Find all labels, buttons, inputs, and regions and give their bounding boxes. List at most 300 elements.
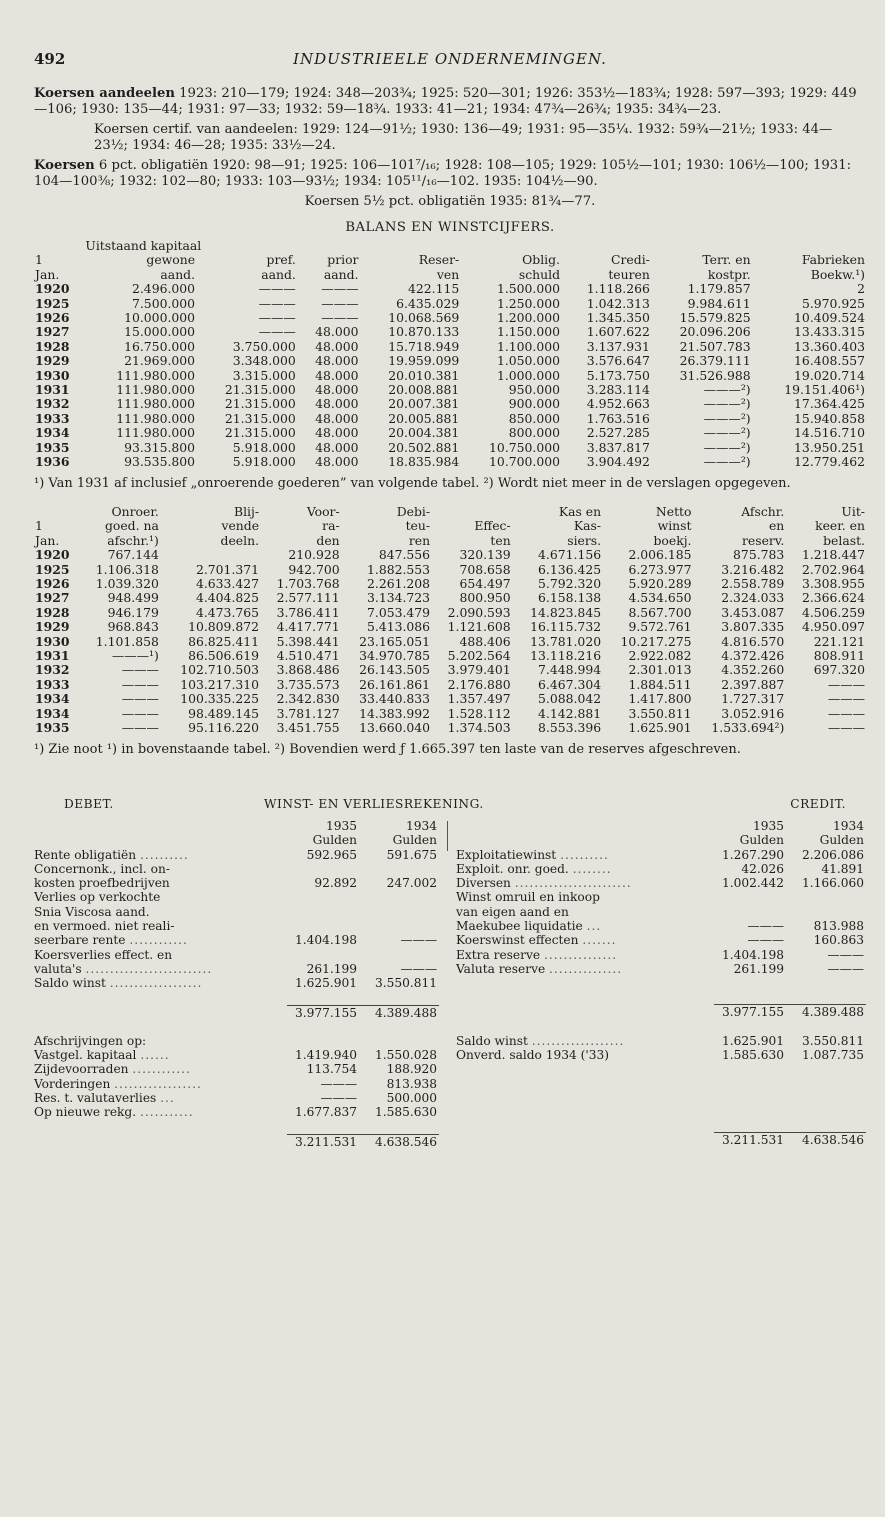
table-cell: 17.364.425 bbox=[794, 396, 865, 412]
pl-value-1935: 1.677.837 bbox=[294, 1105, 357, 1120]
table-cell: 3.052.916 bbox=[721, 705, 785, 721]
table-cell: ———²) bbox=[703, 382, 751, 398]
table-row bbox=[34, 577, 866, 591]
pl-value-1935: ——— bbox=[747, 933, 784, 948]
pl-label-text: Extra reserve bbox=[456, 947, 541, 962]
table-cell: 4.417.771 bbox=[276, 619, 340, 635]
pl-value-1935: 261.199 bbox=[733, 961, 784, 976]
table-cell: ———¹) bbox=[111, 648, 159, 664]
pl-value-1935: 113.754 bbox=[306, 1062, 357, 1077]
table-cell: 98.489.145 bbox=[188, 705, 260, 721]
pl-value-1935: 1.625.901 bbox=[294, 976, 357, 991]
pl-value-1935 bbox=[287, 948, 357, 962]
leader-dots: ........................ bbox=[514, 876, 632, 891]
debet-label: DEBET. bbox=[64, 797, 114, 811]
table-row bbox=[34, 678, 866, 692]
table-cell: 4.142.881 bbox=[538, 705, 602, 721]
balance-col-header: pref. bbox=[266, 252, 296, 268]
leader-dots: ... bbox=[160, 1091, 175, 1106]
table-cell: 111.980.000 bbox=[116, 367, 196, 383]
profit-col-header: teu- bbox=[405, 518, 431, 534]
row-year: 1929 bbox=[35, 619, 70, 635]
pl-value-1934: 1.585.630 bbox=[374, 1105, 437, 1120]
pl-value-1934: 1.087.735 bbox=[801, 1047, 864, 1062]
table-row bbox=[34, 311, 866, 325]
table-cell: 6.273.977 bbox=[628, 561, 692, 577]
pl-unit: Gulden bbox=[819, 833, 864, 848]
balance-col-header: aand. bbox=[323, 266, 359, 282]
pl-row-label bbox=[456, 1034, 714, 1048]
pl-row bbox=[456, 948, 866, 962]
row-year: 1929 bbox=[35, 353, 70, 369]
leader-dots: ....... bbox=[582, 933, 617, 948]
table-cell: 15.579.825 bbox=[679, 310, 751, 326]
pl-year-1935: 1935 bbox=[752, 819, 784, 833]
profit-col-header: goed. na bbox=[104, 518, 159, 534]
page-header bbox=[34, 52, 866, 86]
table-cell: 102.710.503 bbox=[180, 662, 260, 678]
table-cell: 12.779.462 bbox=[794, 454, 865, 470]
pl-debet-column bbox=[34, 819, 439, 1149]
pl-unit: Gulden bbox=[392, 833, 437, 848]
table-cell: 2.261.208 bbox=[367, 576, 431, 592]
leader-dots: ............... bbox=[549, 961, 623, 976]
pl-divider bbox=[447, 821, 448, 851]
row-year: 1928 bbox=[35, 604, 70, 620]
pl-label-text: en vermoed. niet reali- bbox=[34, 919, 175, 934]
pl-row bbox=[456, 890, 866, 904]
table-cell: 1.727.317 bbox=[721, 691, 785, 707]
table-cell: 9.572.761 bbox=[628, 619, 692, 635]
profit-col-header: ra- bbox=[322, 518, 340, 534]
table-cell: 2.397.887 bbox=[721, 676, 785, 692]
table-cell: 20.502.881 bbox=[388, 439, 460, 455]
table-cell: 1.250.000 bbox=[496, 295, 560, 311]
table-row bbox=[34, 563, 866, 577]
table-cell: 2.090.593 bbox=[447, 604, 511, 620]
table-cell: 3.315.000 bbox=[232, 367, 296, 383]
pl-row-label bbox=[456, 848, 714, 862]
pl-year-1934: 1934 bbox=[832, 819, 864, 833]
table-cell: 5.918.000 bbox=[232, 454, 296, 470]
table-cell: ——— bbox=[121, 662, 159, 678]
table-cell: 1.121.608 bbox=[447, 619, 511, 635]
pl-total-1935: 3.977.155 bbox=[287, 1005, 357, 1020]
pl-year-1934: 1934 bbox=[405, 819, 437, 833]
table-cell: 111.980.000 bbox=[116, 425, 196, 441]
profit-col-header: winst bbox=[657, 518, 692, 534]
table-cell: 422.115 bbox=[407, 281, 460, 297]
pl-value-1935 bbox=[714, 890, 784, 904]
profit-col-header: Afschr. bbox=[741, 504, 785, 519]
table-cell: 950.000 bbox=[508, 382, 560, 398]
pl-row bbox=[34, 1034, 439, 1048]
table-cell: ——— bbox=[827, 676, 865, 692]
table-cell: ——— bbox=[258, 281, 296, 297]
pl-value-1935: 1.419.940 bbox=[294, 1048, 357, 1063]
pl-row-label bbox=[34, 948, 287, 962]
table-cell: 111.980.000 bbox=[116, 382, 196, 398]
table-cell: 13.781.020 bbox=[530, 633, 602, 649]
table-cell: 6.435.029 bbox=[396, 295, 460, 311]
balance-col-header: teuren bbox=[608, 266, 650, 282]
profit-col-header: Netto bbox=[655, 504, 692, 519]
table-cell: 3.979.401 bbox=[447, 662, 511, 678]
table-cell: 111.980.000 bbox=[116, 410, 196, 426]
row-year: 1926 bbox=[35, 576, 70, 592]
table-cell: ——— bbox=[121, 720, 159, 736]
table-cell: 3.781.127 bbox=[276, 705, 340, 721]
table-cell: 800.000 bbox=[508, 425, 560, 441]
pl-value-1934: ——— bbox=[400, 933, 437, 948]
pl-label-text: Onverd. saldo 1934 ('33) bbox=[456, 1047, 610, 1062]
share-quotes bbox=[34, 86, 866, 117]
pl-value-1934 bbox=[357, 862, 439, 876]
pl-account bbox=[34, 797, 866, 1517]
table-row bbox=[34, 426, 866, 440]
pl-row bbox=[456, 876, 866, 890]
pl-value-1935: 1.625.901 bbox=[721, 1033, 784, 1048]
pl-total-row bbox=[456, 1133, 866, 1148]
table-row bbox=[34, 412, 866, 426]
pl-unit: Gulden bbox=[739, 833, 784, 848]
pl-row-label bbox=[456, 876, 714, 890]
balance-col-header: 1 bbox=[35, 252, 43, 268]
table-cell: 5.970.925 bbox=[801, 295, 865, 311]
table-cell bbox=[160, 548, 260, 562]
pl-value-1934 bbox=[784, 905, 866, 919]
table-cell: 15.718.949 bbox=[388, 338, 460, 354]
pl-label-text: Maekubee liquidatie bbox=[456, 919, 583, 934]
table-cell: 948.499 bbox=[107, 590, 159, 606]
table-row bbox=[34, 635, 866, 649]
profit-col-header: Uit- bbox=[841, 504, 865, 519]
table-cell: 3.868.486 bbox=[276, 662, 340, 678]
table-cell: 18.835.984 bbox=[388, 454, 460, 470]
leader-dots: ........... bbox=[139, 1105, 194, 1120]
balance-col-header: Oblig. bbox=[522, 252, 560, 268]
row-year: 1936 bbox=[35, 454, 70, 470]
table-cell: 1.528.112 bbox=[447, 705, 511, 721]
table-cell: ———²) bbox=[703, 454, 751, 470]
pl-label-text: Exploitatiewinst bbox=[456, 847, 557, 862]
table-cell: 48.000 bbox=[315, 454, 359, 470]
table-cell: ——— bbox=[258, 310, 296, 326]
table-cell: 1.882.553 bbox=[367, 561, 431, 577]
table-cell: 1.345.350 bbox=[586, 310, 650, 326]
pl-row-label bbox=[34, 976, 287, 990]
row-year: 1930 bbox=[35, 367, 70, 383]
table-cell: 10.217.275 bbox=[620, 633, 692, 649]
pl-value-1934: 1.550.028 bbox=[374, 1048, 437, 1063]
pl-total-row bbox=[456, 1005, 866, 1020]
table-cell: ——— bbox=[827, 691, 865, 707]
pl-value-1935 bbox=[714, 905, 784, 919]
table-cell: 93.315.800 bbox=[124, 439, 196, 455]
table-cell: 3.216.482 bbox=[721, 561, 785, 577]
pl-row bbox=[34, 848, 439, 862]
pl-value-1935: 261.199 bbox=[306, 961, 357, 976]
pl-value-1934 bbox=[357, 1034, 439, 1048]
table-cell: 3.750.000 bbox=[232, 338, 296, 354]
table-cell: 5.202.564 bbox=[447, 648, 511, 664]
pl-label-text: Verlies op verkochte bbox=[34, 890, 161, 905]
table-cell: 2.324.033 bbox=[721, 590, 785, 606]
leader-dots: .......... bbox=[139, 847, 189, 862]
balance-title: BALANS EN WINSTCIJFERS. bbox=[345, 219, 555, 235]
row-year: 1932 bbox=[35, 662, 70, 678]
table-cell: 1.417.800 bbox=[628, 691, 692, 707]
table-cell: 13.660.040 bbox=[359, 720, 431, 736]
table-cell: 15.940.858 bbox=[794, 410, 865, 426]
row-year: 1925 bbox=[35, 295, 70, 311]
row-year: 1931 bbox=[35, 382, 70, 398]
table-cell: 10.409.524 bbox=[794, 310, 865, 326]
row-year: 1926 bbox=[35, 310, 70, 326]
table-row bbox=[34, 548, 866, 562]
pl-total-1934: 4.638.546 bbox=[357, 1134, 439, 1149]
pl-value-1934: ——— bbox=[827, 961, 864, 976]
table-cell: 2.301.013 bbox=[628, 662, 692, 678]
pl-value-1934: ——— bbox=[400, 961, 437, 976]
pl-value-1934: 160.863 bbox=[813, 933, 864, 948]
pl-row-label bbox=[34, 862, 287, 876]
table-cell: 3.735.573 bbox=[276, 676, 340, 692]
running-title: INDUSTRIEELE ONDERNEMINGEN. bbox=[293, 50, 607, 68]
profit-col-header: Blij- bbox=[233, 504, 260, 519]
table-cell: 4.633.427 bbox=[195, 576, 260, 592]
pl-value-1934: 813.938 bbox=[386, 1076, 437, 1091]
pl-row bbox=[456, 1034, 866, 1048]
pl-year-header bbox=[456, 819, 866, 833]
profit-col-header bbox=[431, 505, 512, 519]
table-cell: ———²) bbox=[703, 439, 751, 455]
pl-row bbox=[34, 962, 439, 976]
pl-value-1934: ——— bbox=[827, 947, 864, 962]
table-cell: 16.750.000 bbox=[124, 338, 196, 354]
table-cell: 21.315.000 bbox=[224, 382, 296, 398]
balance-col-header: gewone bbox=[146, 252, 196, 268]
pl-label-text: Saldo winst bbox=[34, 976, 106, 991]
pl-value-1934: 813.988 bbox=[813, 919, 864, 934]
pl-value-1934 bbox=[357, 948, 439, 962]
pl-total-1935: 3.211.531 bbox=[714, 1133, 784, 1148]
table-cell: 1.179.857 bbox=[687, 281, 751, 297]
pl-value-1934: 500.000 bbox=[386, 1091, 437, 1106]
pl-row bbox=[456, 848, 866, 862]
table-cell: 1.050.000 bbox=[496, 353, 560, 369]
table-row bbox=[34, 340, 866, 354]
pl-total-1934: 4.389.488 bbox=[357, 1005, 439, 1020]
row-year: 1935 bbox=[35, 720, 70, 736]
table-cell: 3.453.087 bbox=[721, 604, 785, 620]
profit-col-header: Debi- bbox=[396, 504, 431, 519]
pl-label-text: Valuta reserve bbox=[456, 961, 546, 976]
table-cell: 15.000.000 bbox=[124, 324, 196, 340]
table-cell: 48.000 bbox=[315, 439, 359, 455]
table-cell: 3.550.811 bbox=[628, 705, 692, 721]
table-cell: 2.577.111 bbox=[276, 590, 340, 606]
table-cell: 10.700.000 bbox=[489, 454, 560, 470]
balance-col-header: Credi- bbox=[611, 252, 650, 268]
pl-value-1935: 592.965 bbox=[306, 847, 357, 862]
bond6-quotes bbox=[34, 158, 866, 189]
row-year: 1934 bbox=[35, 691, 70, 707]
table-cell: ——— bbox=[258, 295, 296, 311]
profit-col-header: siers. bbox=[567, 532, 602, 548]
row-year: 1920 bbox=[35, 281, 70, 297]
pl-value-1935 bbox=[287, 890, 357, 904]
table-cell: 93.535.800 bbox=[124, 454, 196, 470]
pl-row bbox=[34, 1091, 439, 1105]
table-cell: 10.000.000 bbox=[124, 310, 196, 326]
pl-row bbox=[34, 1105, 439, 1119]
table-cell: 3.451.755 bbox=[276, 720, 340, 736]
table-cell: 6.136.425 bbox=[538, 561, 602, 577]
pl-unit-header bbox=[34, 833, 439, 847]
credit-label: CREDIT. bbox=[790, 797, 846, 811]
table-cell: 488.406 bbox=[459, 633, 511, 649]
table-cell: 100.335.225 bbox=[180, 691, 260, 707]
table-cell: 26.143.505 bbox=[359, 662, 431, 678]
pl-row-label bbox=[34, 962, 287, 976]
pl-value-1934: 188.920 bbox=[386, 1062, 437, 1077]
pl-row-label bbox=[34, 876, 287, 890]
table-cell: 21.969.000 bbox=[124, 353, 196, 369]
pl-row-label bbox=[456, 905, 714, 919]
table-cell: 2 bbox=[857, 281, 865, 297]
pl-value-1935: ——— bbox=[320, 1091, 357, 1106]
table-cell: 320.139 bbox=[459, 547, 511, 563]
table-cell: 654.497 bbox=[459, 576, 511, 592]
profit-col-header: afschr.¹) bbox=[107, 532, 159, 548]
table-cell: 9.984.611 bbox=[687, 295, 751, 311]
pl-total-1934: 4.638.546 bbox=[784, 1133, 866, 1148]
table-cell: 13.118.216 bbox=[530, 648, 602, 664]
table-cell: 1.533.694²) bbox=[711, 720, 785, 736]
table-cell: 48.000 bbox=[315, 353, 359, 369]
pl-value-1934: 3.550.811 bbox=[374, 976, 437, 991]
pl-row bbox=[456, 962, 866, 976]
table-cell: 4.671.156 bbox=[538, 547, 602, 563]
table-cell: 210.928 bbox=[288, 547, 340, 563]
table-cell: 3.807.335 bbox=[721, 619, 785, 635]
balance-col-header: Terr. en bbox=[702, 252, 751, 268]
pl-value-1934: 247.002 bbox=[386, 876, 437, 891]
table-cell: 26.161.861 bbox=[359, 676, 431, 692]
table-cell: ——— bbox=[121, 676, 159, 692]
pl-label-text: Afschrijvingen op: bbox=[34, 1033, 147, 1048]
balance-col-header: Boekw.¹) bbox=[810, 266, 865, 282]
leader-dots: ............... bbox=[543, 947, 618, 962]
balance-group-header: Uitstaand kapitaal bbox=[85, 238, 202, 253]
table-cell: ——— bbox=[321, 310, 359, 326]
pl-row-label bbox=[34, 1062, 287, 1076]
table-cell: 1.357.497 bbox=[447, 691, 511, 707]
row-year: 1934 bbox=[35, 705, 70, 721]
balance-col-header: ven bbox=[436, 266, 460, 282]
table-row bbox=[34, 455, 866, 469]
table-cell: 33.440.833 bbox=[359, 691, 431, 707]
table-cell: 2.342.830 bbox=[276, 691, 340, 707]
table-cell: ———²) bbox=[703, 425, 751, 441]
table-cell: 16.408.557 bbox=[794, 353, 865, 369]
balance-col-header: aand. bbox=[261, 266, 296, 282]
table-cell: 767.144 bbox=[107, 547, 159, 563]
pl-row-label bbox=[34, 1091, 287, 1105]
table-cell: 20.096.206 bbox=[679, 324, 751, 340]
pl-label-text: Winst omruil en inkoop bbox=[456, 890, 600, 905]
pl-row-label bbox=[456, 948, 714, 962]
pl-label-text: valuta's bbox=[34, 961, 82, 976]
table-cell: 2.702.964 bbox=[801, 561, 865, 577]
table-cell: 3.576.647 bbox=[586, 353, 650, 369]
table-cell: 48.000 bbox=[315, 338, 359, 354]
pl-total-1934: 4.389.488 bbox=[784, 1005, 866, 1020]
cert-quotes-lead: Koersen certif. van aandeelen: bbox=[94, 122, 298, 137]
table-cell: 7.053.479 bbox=[367, 604, 431, 620]
table-row bbox=[34, 325, 866, 339]
pl-label-text: Res. t. valutaverlies bbox=[34, 1091, 157, 1106]
table-cell: 7.448.994 bbox=[538, 662, 602, 678]
table-cell: 1.218.447 bbox=[801, 547, 865, 563]
table-cell: 5.173.750 bbox=[586, 367, 650, 383]
row-year: 1930 bbox=[35, 633, 70, 649]
table-cell: 20.010.381 bbox=[388, 367, 460, 383]
table-cell: 4.534.650 bbox=[628, 590, 692, 606]
pl-label-text: kosten proefbedrijven bbox=[34, 876, 170, 891]
row-year: 1925 bbox=[35, 561, 70, 577]
table-cell: ———²) bbox=[703, 410, 751, 426]
table-cell: 21.315.000 bbox=[224, 396, 296, 412]
profit-col-header: Effec- bbox=[474, 518, 511, 534]
leader-dots: .......... bbox=[560, 847, 609, 862]
table-cell: 221.121 bbox=[813, 633, 865, 649]
table-cell: 2.366.624 bbox=[801, 590, 865, 606]
table-cell: 3.837.817 bbox=[586, 439, 650, 455]
table-cell: 1.000.000 bbox=[496, 367, 560, 383]
table-cell: 13.360.403 bbox=[794, 338, 865, 354]
pl-label-text: Vorderingen bbox=[34, 1076, 111, 1091]
table-cell: 5.918.000 bbox=[232, 439, 296, 455]
profit-note: ¹) Zie noot ¹) in bovenstaande tabel. ²) Bovendien werd ƒ 1.665.397 ten laste van de reserves afgeschreven. bbox=[34, 741, 741, 757]
table-cell: 8.567.700 bbox=[628, 604, 692, 620]
table-cell: 1.607.622 bbox=[586, 324, 650, 340]
balance-col-header: Reser- bbox=[418, 252, 460, 268]
table-cell: 1.884.511 bbox=[628, 676, 692, 692]
table-cell: 10.068.569 bbox=[388, 310, 460, 326]
table-cell: 847.556 bbox=[378, 547, 431, 563]
pl-value-1935: 1.267.290 bbox=[721, 847, 784, 862]
bond6-quotes-lead: Koersen bbox=[34, 158, 95, 173]
table-cell: 20.005.881 bbox=[388, 410, 460, 426]
table-cell: 10.870.133 bbox=[388, 324, 460, 340]
pl-value-1935: ——— bbox=[320, 1076, 357, 1091]
table-cell: 2.922.082 bbox=[628, 648, 692, 664]
table-cell: ———²) bbox=[703, 396, 751, 412]
table-cell: 31.526.988 bbox=[679, 367, 751, 383]
table-cell: 14.383.992 bbox=[359, 705, 431, 721]
table-cell: 4.506.259 bbox=[801, 604, 865, 620]
leader-dots: ............ bbox=[132, 1062, 191, 1077]
table-cell: 1.101.858 bbox=[95, 633, 159, 649]
pl-row-label bbox=[456, 919, 714, 933]
row-year: 1932 bbox=[35, 396, 70, 412]
pl-value-1934: 2.206.086 bbox=[801, 847, 864, 862]
table-cell: 6.467.304 bbox=[538, 676, 602, 692]
table-row bbox=[34, 692, 866, 706]
profit-col-header bbox=[34, 505, 79, 519]
